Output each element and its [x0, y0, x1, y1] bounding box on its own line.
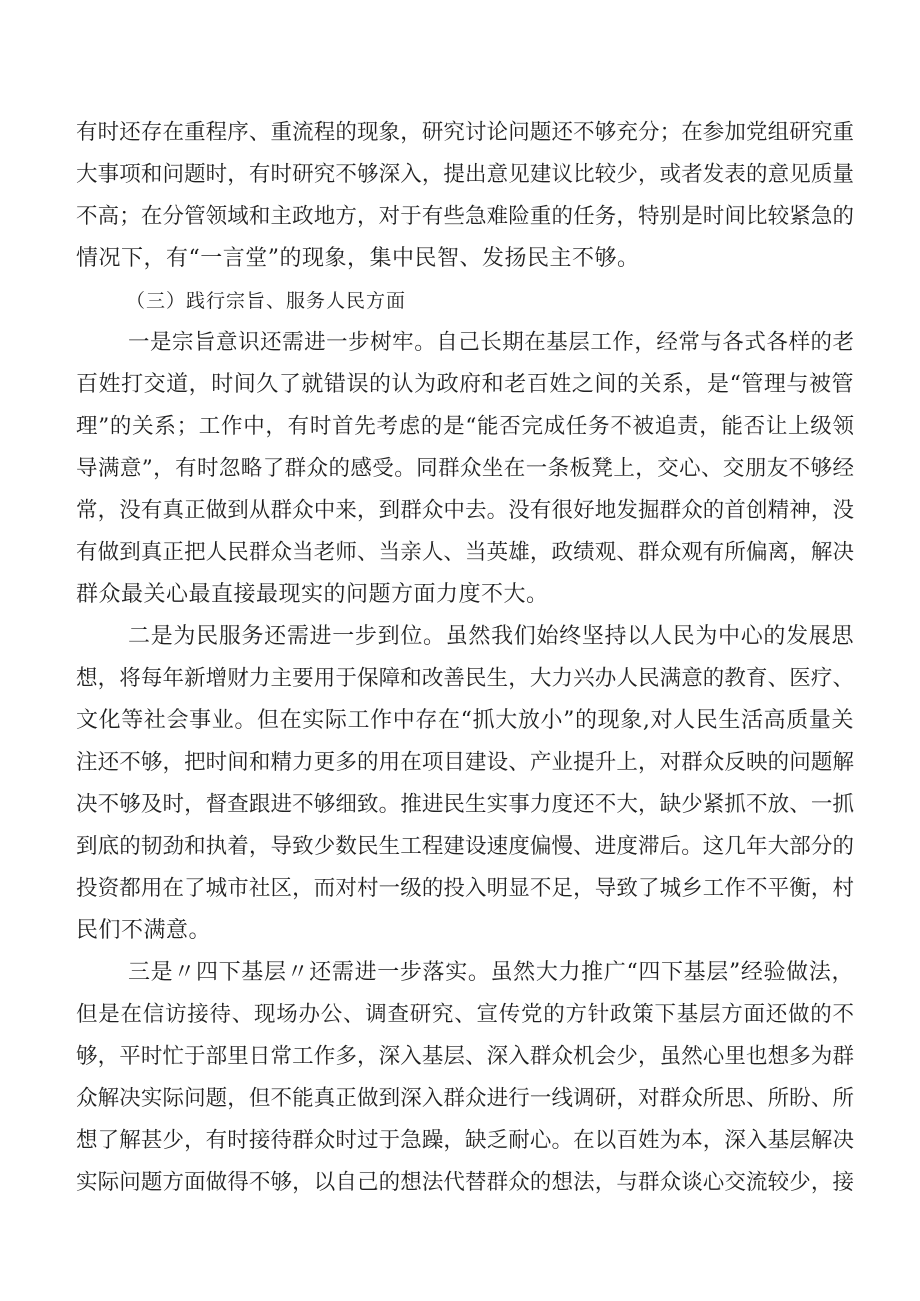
paragraph-2-line: 注还不够，把时间和精力更多的用在项目建设、产业提升上，对群众反映的问题解	[76, 750, 854, 775]
paragraph-intro-line: 不高；在分管领域和主政地方，对于有些急难险重的任务，特别是时间比较紧急的	[76, 204, 854, 229]
paragraph-3-line: 众解决实际问题，但不能真正做到深入群众进行一线调研，对群众所思、所盼、所	[76, 1086, 854, 1111]
paragraph-1-line: 理”的关系；工作中，有时首先考虑的是“能否完成任务不被追责，能否让上级领	[76, 414, 854, 439]
paragraph-1-line: 百姓打交道，时间久了就错误的认为政府和老百姓之间的关系，是“管理与被管	[76, 372, 854, 397]
paragraph-2-line: 想，将每年新增财力主要用于保障和改善民生，大力兴办人民满意的教育、医疗、	[76, 666, 854, 691]
paragraph-1-line: 一是宗旨意识还需进一步树牢。自己长期在基层工作，经常与各式各样的老	[128, 330, 854, 355]
paragraph-2-line: 到底的韧劲和执着，导致少数民生工程建设速度偏慢、进度滞后。这几年大部分的	[76, 834, 854, 859]
paragraph-1-line: 群众最关心最直接最现实的问题方面力度不大。	[76, 582, 549, 607]
paragraph-2-line: 决不够及时，督查跟进不够细致。推进民生实事力度还不大，缺少紧抓不放、一抓	[76, 792, 854, 817]
paragraph-3-line: 想了解甚少，有时接待群众时过于急躁，缺乏耐心。在以百姓为本，深入基层解决	[76, 1128, 854, 1153]
paragraph-3-line: 三是〃四下基层〃还需进一步落实。虽然大力推广“四下基层”经验做法，	[128, 960, 854, 985]
paragraph-2-line: 投资都用在了城市社区，而对村一级的投入明显不足，导致了城乡工作不平衡，村	[76, 876, 854, 901]
paragraph-intro-line: 大事项和问题时，有时研究不够深入，提出意见建议比较少，或者发表的意见质量	[76, 162, 854, 187]
section-heading: （三）践行宗旨、服务人民方面	[126, 290, 407, 312]
paragraph-1-line: 有做到真正把人民群众当老师、当亲人、当英雄，政绩观、群众观有所偏离，解决	[76, 540, 854, 565]
paragraph-1-line: 常，没有真正做到从群众中来，到群众中去。没有很好地发掘群众的首创精神，没	[76, 498, 854, 523]
paragraph-3-line: 够，平时忙于部里日常工作多，深入基层、深入群众机会少，虽然心里也想多为群	[76, 1044, 854, 1069]
paragraph-2-line: 二是为民服务还需进一步到位。虽然我们始终坚持以人民为中心的发展思	[128, 624, 854, 649]
document-page	[76, 0, 854, 1301]
paragraph-3-line: 但是在信访接待、现场办公、调查研究、宣传党的方针政策下基层方面还做的不	[76, 1002, 854, 1027]
paragraph-1-line: 导满意”，有时忽略了群众的感受。同群众坐在一条板凳上，交心、交朋友不够经	[76, 456, 854, 481]
paragraph-intro-line: 情况下，有“一言堂”的现象，集中民智、发扬民主不够。	[76, 246, 640, 271]
paragraph-2-line: 民们不满意。	[76, 918, 212, 943]
paragraph-intro-line: 有时还存在重程序、重流程的现象，研究讨论问题还不够充分；在参加党组研究重	[76, 120, 854, 145]
paragraph-2-line: 文化等社会事业。但在实际工作中存在“抓大放小”的现象,对人民生活高质量关	[76, 708, 854, 733]
paragraph-3-line: 实际问题方面做得不够，以自己的想法代替群众的想法，与群众谈心交流较少，接	[76, 1170, 854, 1195]
